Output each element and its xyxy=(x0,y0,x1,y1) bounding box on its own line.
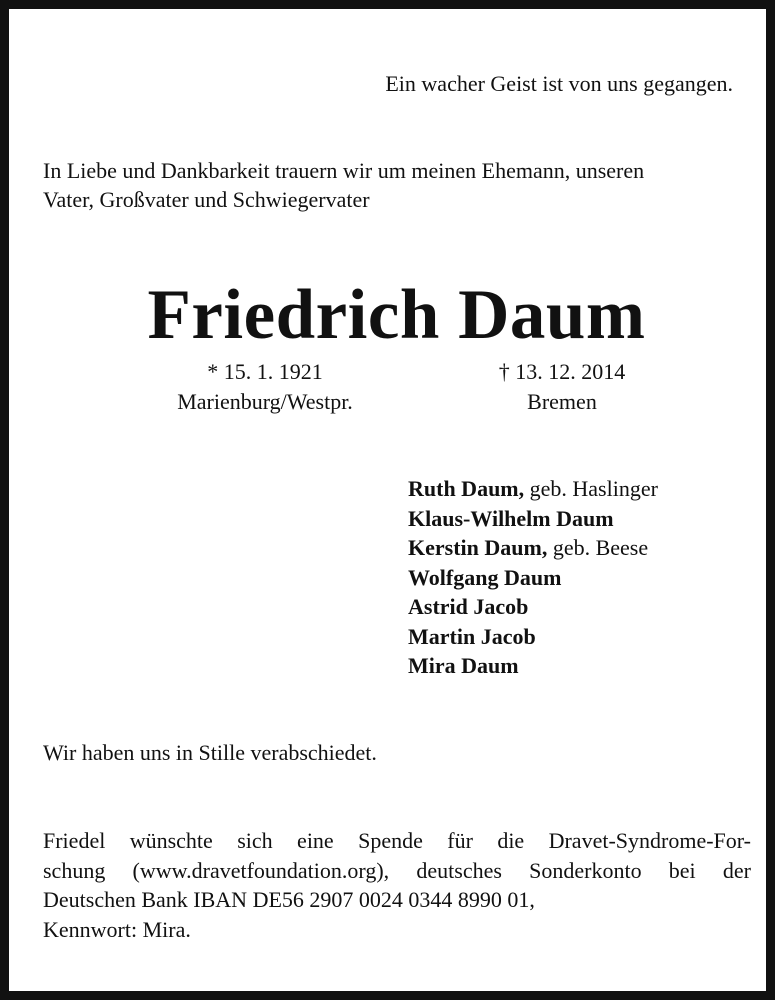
mourners-list xyxy=(408,474,658,681)
mourner xyxy=(408,563,658,593)
deceased-name: Friedrich Daum xyxy=(147,276,646,354)
birth-place: Marienburg/Westpr. xyxy=(177,389,353,414)
donation-line: schung (www.dravetfoundation.org), deutsches Sonderkonto bei der xyxy=(43,857,751,883)
mourner-note: geb. Beese xyxy=(547,535,649,560)
donation-line: Friedel wünschte sich eine Spende für die Dravet-Syndrome-For- xyxy=(43,828,751,853)
intro-line: Vater, Großvater und Schwiegervater xyxy=(43,187,370,212)
death-date: † 13. 12. 2014 xyxy=(498,359,626,384)
donation-text xyxy=(43,826,751,944)
mourner-name: Kerstin Daum, xyxy=(408,535,548,560)
mourner xyxy=(408,504,658,534)
birth-info xyxy=(145,357,385,417)
mourner xyxy=(408,622,658,652)
birth-date: * 15. 1. 1921 xyxy=(207,359,323,384)
motto: Ein wacher Geist ist von uns gegangen. xyxy=(385,71,733,96)
mourner xyxy=(408,651,658,681)
mourner-name: Ruth Daum, xyxy=(408,476,525,501)
mourner-name: Klaus-Wilhelm Daum xyxy=(408,505,614,531)
mourner xyxy=(408,592,658,622)
donation-line: Kennwort: Mira. xyxy=(43,916,191,942)
mourner-name: Mira Daum xyxy=(408,653,519,678)
farewell-text: Wir haben uns in Stille verabschiedet. xyxy=(43,740,377,765)
mourner xyxy=(408,533,658,563)
mourner-name: Martin Jacob xyxy=(408,623,536,649)
intro-text xyxy=(43,156,644,214)
mourner-name: Astrid Jacob xyxy=(408,594,529,619)
mourner-name: Wolfgang Daum xyxy=(408,564,562,590)
donation-line: Deutschen Bank IBAN DE56 2907 0024 0344 8990 01, xyxy=(43,887,535,912)
death-info xyxy=(442,357,682,417)
mourner-note: geb. Haslinger xyxy=(524,476,658,501)
mourner xyxy=(408,474,658,504)
death-place: Bremen xyxy=(527,389,597,414)
intro-line: In Liebe und Dankbarkeit trauern wir um meinen Ehemann, unseren xyxy=(43,158,645,183)
